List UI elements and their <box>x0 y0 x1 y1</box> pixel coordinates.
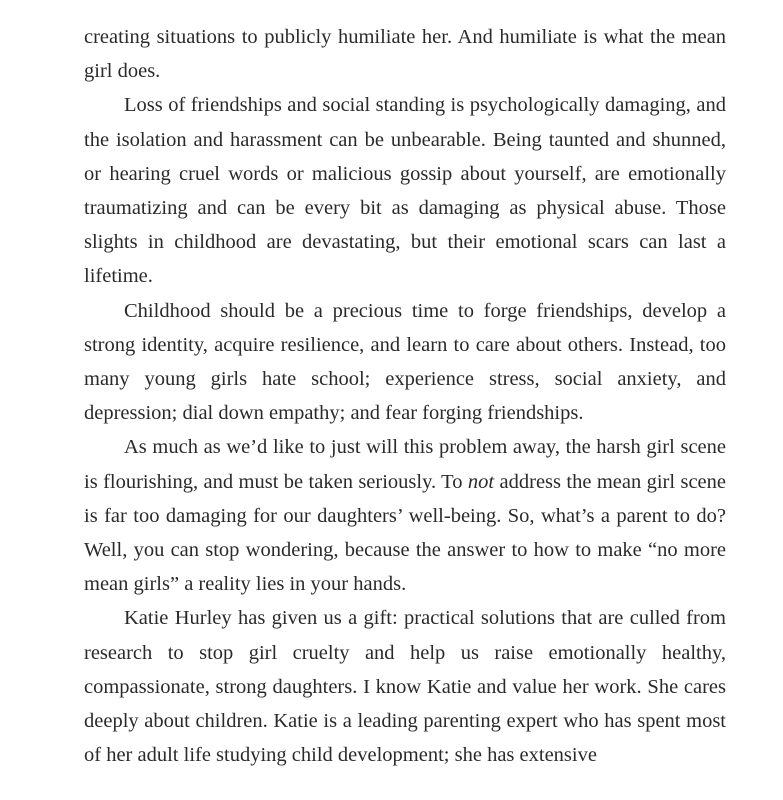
paragraph-1 <box>84 20 726 88</box>
paragraph-5-text: Katie Hurley has given us a gift: practical solutions that are culled from research to stop girl cruelty and help us raise emotionally healthy, compassionate, strong daughters. I know Katie and value her work. She cares deeply about children. Katie is a leading parenting expert who has spent most of her adult life studying child development; she has extensive <box>84 607 726 767</box>
paragraph-4 <box>84 430 726 601</box>
paragraph-4-emphasis: not <box>467 470 495 493</box>
paragraph-3 <box>84 294 726 431</box>
body-text <box>84 20 726 772</box>
paragraph-5 <box>84 601 726 772</box>
paragraph-2 <box>84 88 726 293</box>
paragraph-3-text: Childhood should be a precious time to forge friendships, develop a strong identity, acquire resilience, and learn to care about others. Instead, too many young girls hate school; experience stress, social anxiety, and depression; dial down empathy; and fear forging friendships. <box>84 299 726 425</box>
paragraph-4-text-after: address the mean girl scene is far too damaging for our daughters’ well-being. So, what’s a parent to do? Well, you can stop wondering, because the answer to how to make “no more mean girls” a reality lies in your hands. <box>84 470 727 596</box>
paragraph-2-text: Loss of friendships and social standing is psychologically damaging, and the isolation and harassment can be unbearable. Being taunted and shunned, or hearing cruel words or malicious gossip about yourself, are emotionally traumatizing and can be every bit as damaging as physical abuse. Those slights in childhood are devastating, but their emotional scars can last a lifetime. <box>84 94 726 288</box>
paragraph-4-text-before: As much as we’d like to just will this problem away, the harsh girl scene is flourishing, and must be taken seriously. To <box>84 436 726 493</box>
paragraph-1-text: creating situations to publicly humiliate her. And humiliate is what the mean girl does. <box>84 26 726 83</box>
